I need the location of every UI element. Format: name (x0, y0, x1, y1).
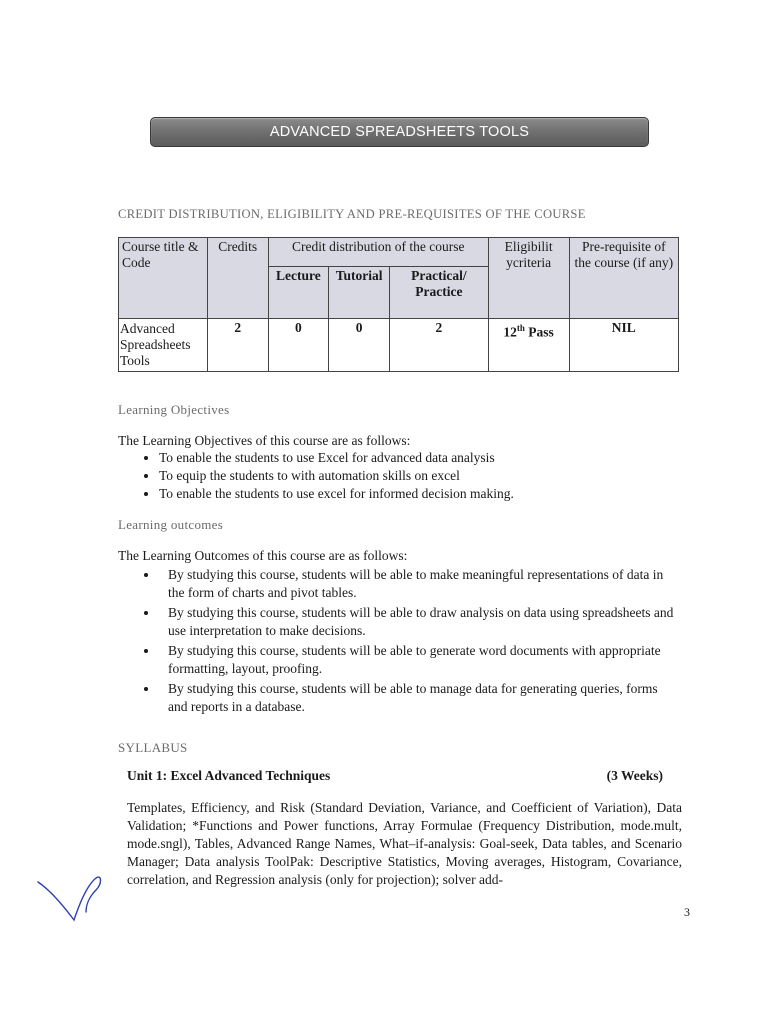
objectives-heading: Learning Objectives (118, 402, 230, 417)
list-item: • To enable the students to use excel for informed decision making. (159, 485, 514, 503)
banner-title: ADVANCED SPREADSHEETS TOOLS (269, 124, 530, 140)
cell-tutorial: 0 (328, 319, 389, 372)
cell-course-title: Advanced Spreadsheets Tools (119, 319, 208, 372)
section-heading: CREDIT DISTRIBUTION, ELIGIBILITY AND PRE-REQUISITES OF THE COURSE (118, 207, 586, 221)
cell-eligibility (488, 319, 569, 372)
unit-duration: (3 Weeks) (606, 768, 663, 783)
cell-prerequisite: NIL (569, 319, 678, 372)
unit-heading (127, 768, 663, 784)
eligibility-grade: 12 (503, 324, 517, 340)
list-item: • By studying this course, students will be able to generate word documents with appropriate formatting, layout, proofing. (159, 642, 679, 678)
outcomes-intro: The Learning Outcomes of this course are as follows: (118, 548, 408, 563)
header-course-title: Course title & Code (119, 238, 208, 319)
header-credits: Credits (207, 238, 268, 319)
objectives-intro: The Learning Objectives of this course are as follows: (118, 433, 411, 448)
objectives-list (140, 449, 514, 503)
header-tutorial: Tutorial (328, 266, 389, 319)
cell-practical: 2 (390, 319, 488, 372)
outcomes-heading: Learning outcomes (118, 517, 224, 532)
table-row (119, 319, 679, 372)
syllabus-heading: SYLLABUS (118, 740, 188, 755)
eligibility-suffix: Pass (524, 324, 554, 340)
cell-credits: 2 (207, 319, 268, 372)
list-item: • By studying this course, students will be able to draw analysis on data using spreadsheets and use interpretation to make decisions. (159, 604, 679, 640)
cell-lecture: 0 (268, 319, 328, 372)
list-item: • By studying this course, students will be able to make meaningful representations of data in the form of charts and pivot tables. (159, 566, 679, 602)
header-distribution: Credit distribution of the course (268, 238, 488, 267)
list-item: • To enable the students to use Excel for advanced data analysis (159, 449, 514, 467)
header-eligibility: Eligibilit ycriteria (488, 238, 569, 319)
page-number: 3 (684, 905, 690, 919)
unit-description: Templates, Efficiency, and Risk (Standard Deviation, Variance, and Coefficient of Variation), Data Validation; *Functions and Power functions, Array Formulae (Frequency Distribution, mode.mult, mode.sngl), Tables, Advanced Range Names, What–if-analysis: Goal-seek, Data tables, and Scenario Manager; Data analysis ToolPak: Descriptive Statistics, Moving averages, Histogram, Covariance, correlation, and Regression analysis (only for projection); solver add- (127, 800, 682, 887)
signature-mark (36, 868, 116, 928)
header-practical: Practical/ Practice (390, 266, 488, 319)
list-item: • To equip the students to with automation skills on excel (159, 467, 514, 485)
unit-title: Unit 1: Excel Advanced Techniques (127, 768, 331, 783)
credit-table (118, 237, 679, 372)
course-title-banner (150, 117, 649, 147)
list-item: • By studying this course, students will be able to manage data for generating queries, forms and reports in a database. (159, 680, 679, 716)
eligibility-sup: th (516, 323, 525, 333)
outcomes-list (140, 566, 679, 718)
header-prerequisite: Pre-requisite of the course (if any) (569, 238, 678, 319)
header-lecture: Lecture (268, 266, 328, 319)
